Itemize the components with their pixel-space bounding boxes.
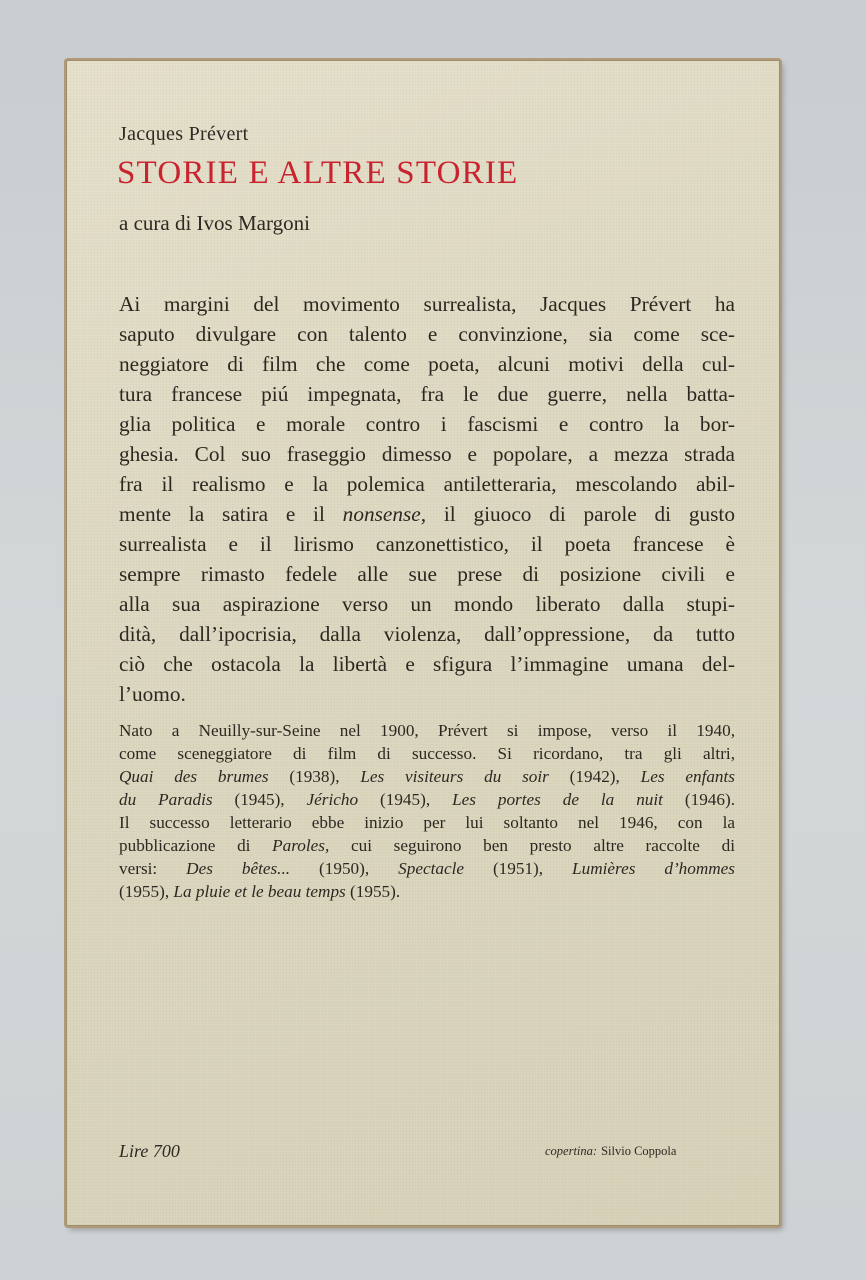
text-segment: (1945), bbox=[212, 790, 307, 809]
text-segment: pubblicazione di bbox=[119, 836, 273, 855]
text-line bbox=[119, 765, 735, 788]
text-line bbox=[119, 719, 735, 742]
text-line bbox=[119, 469, 735, 499]
text-line bbox=[119, 619, 735, 649]
text-line bbox=[119, 289, 735, 319]
italic-title: Paroles, bbox=[272, 836, 330, 855]
text-segment: tura francese piú impegnata, fra le due guerre, nella batta- bbox=[119, 382, 735, 406]
text-segment: sempre rimasto fedele alle sue prese di posizione civili e bbox=[119, 562, 735, 586]
book-title: STORIE E ALTRE STORIE bbox=[117, 155, 519, 191]
text-line bbox=[119, 349, 735, 379]
cover-credit bbox=[545, 1144, 676, 1159]
text-segment: (1938), bbox=[268, 767, 361, 786]
text-line bbox=[119, 529, 735, 559]
text-segment: Nato a Neuilly-sur-Seine nel 1900, Prévert si impose, verso il 1940, bbox=[119, 721, 735, 740]
text-line bbox=[119, 834, 735, 857]
biography-paragraph bbox=[119, 719, 735, 903]
description-paragraph bbox=[119, 289, 735, 709]
text-segment: come sceneggiatore di film di successo. Si ricordano, tra gli altri, bbox=[119, 744, 735, 763]
text-segment: ciò che ostacola la libertà e sfigura l’immagine umana del- bbox=[119, 652, 735, 676]
italic-title: Spectacle bbox=[398, 859, 464, 878]
text-segment: fra il realismo e la polemica antiletteraria, mescolando abil- bbox=[119, 472, 735, 496]
text-segment: l’uomo. bbox=[119, 682, 186, 706]
text-line bbox=[119, 319, 735, 349]
text-line bbox=[119, 379, 735, 409]
italic-title: Des bêtes... bbox=[186, 859, 291, 878]
text-segment: dità, dall’ipocrisia, dalla violenza, dall’oppressione, da tutto bbox=[119, 622, 735, 646]
text-line bbox=[119, 742, 735, 765]
text-segment: Il successo letterario ebbe inizio per lui soltanto nel 1946, con la bbox=[119, 813, 735, 832]
italic-title: Jéricho bbox=[306, 790, 359, 809]
text-segment: alla sua aspirazione verso un mondo liberato dalla stupi- bbox=[119, 592, 735, 616]
text-segment: neggiatore di film che come poeta, alcuni motivi della cul- bbox=[119, 352, 735, 376]
text-segment: (1955), bbox=[119, 882, 174, 901]
text-segment: Ai margini del movimento surrealista, Jacques Prévert ha bbox=[119, 292, 735, 316]
text-segment: (1951), bbox=[463, 859, 573, 878]
italic-title: Les enfants bbox=[640, 767, 735, 786]
text-segment: saputo divulgare con talento e convinzione, sia come sce- bbox=[119, 322, 735, 346]
italic-title: La pluie et le beau temps bbox=[173, 882, 346, 901]
book-back-cover bbox=[66, 60, 780, 1226]
text-segment: mente la satira e il bbox=[119, 502, 343, 526]
text-segment: (1946). bbox=[662, 790, 735, 809]
text-segment: ghesia. Col suo fraseggio dimesso e popolare, a mezza strada bbox=[119, 442, 735, 466]
italic-title: Quai des brumes bbox=[119, 767, 269, 786]
text-line bbox=[119, 589, 735, 619]
text-segment: il giuoco di parole di gusto bbox=[426, 502, 735, 526]
editor-credit: a cura di Ivos Margoni bbox=[119, 211, 310, 235]
text-segment: versi: bbox=[119, 859, 187, 878]
text-segment: surrealista e il lirismo canzonettistico, il poeta francese è bbox=[119, 532, 735, 556]
italic-title: Les visiteurs du soir bbox=[360, 767, 549, 786]
text-segment: (1942), bbox=[548, 767, 641, 786]
italic-title: Les portes de la nuit bbox=[452, 790, 663, 809]
author-name: Jacques Prévert bbox=[119, 123, 249, 145]
text-segment: (1945), bbox=[358, 790, 453, 809]
text-line bbox=[119, 409, 735, 439]
text-line bbox=[119, 649, 735, 679]
text-line bbox=[119, 679, 735, 709]
text-line bbox=[119, 880, 735, 903]
italic-title: Lumières d’hommes bbox=[572, 859, 735, 878]
cover-credit-name: Silvio Coppola bbox=[601, 1144, 677, 1158]
text-line bbox=[119, 499, 735, 529]
text-line bbox=[119, 439, 735, 469]
price-label: Lire 700 bbox=[119, 1141, 180, 1161]
text-segment: cui seguirono ben presto altre raccolte di bbox=[329, 836, 735, 855]
text-line bbox=[119, 788, 735, 811]
text-line bbox=[119, 811, 735, 834]
cover-credit-label: copertina: bbox=[545, 1144, 598, 1158]
text-segment: glia politica e morale contro i fascismi e contro la bor- bbox=[119, 412, 735, 436]
text-segment: (1950), bbox=[290, 859, 399, 878]
italic-title: du Paradis bbox=[119, 790, 213, 809]
text-line bbox=[119, 857, 735, 880]
italic-title: nonsense, bbox=[342, 502, 427, 526]
text-segment: (1955). bbox=[345, 882, 401, 901]
text-line bbox=[119, 559, 735, 589]
